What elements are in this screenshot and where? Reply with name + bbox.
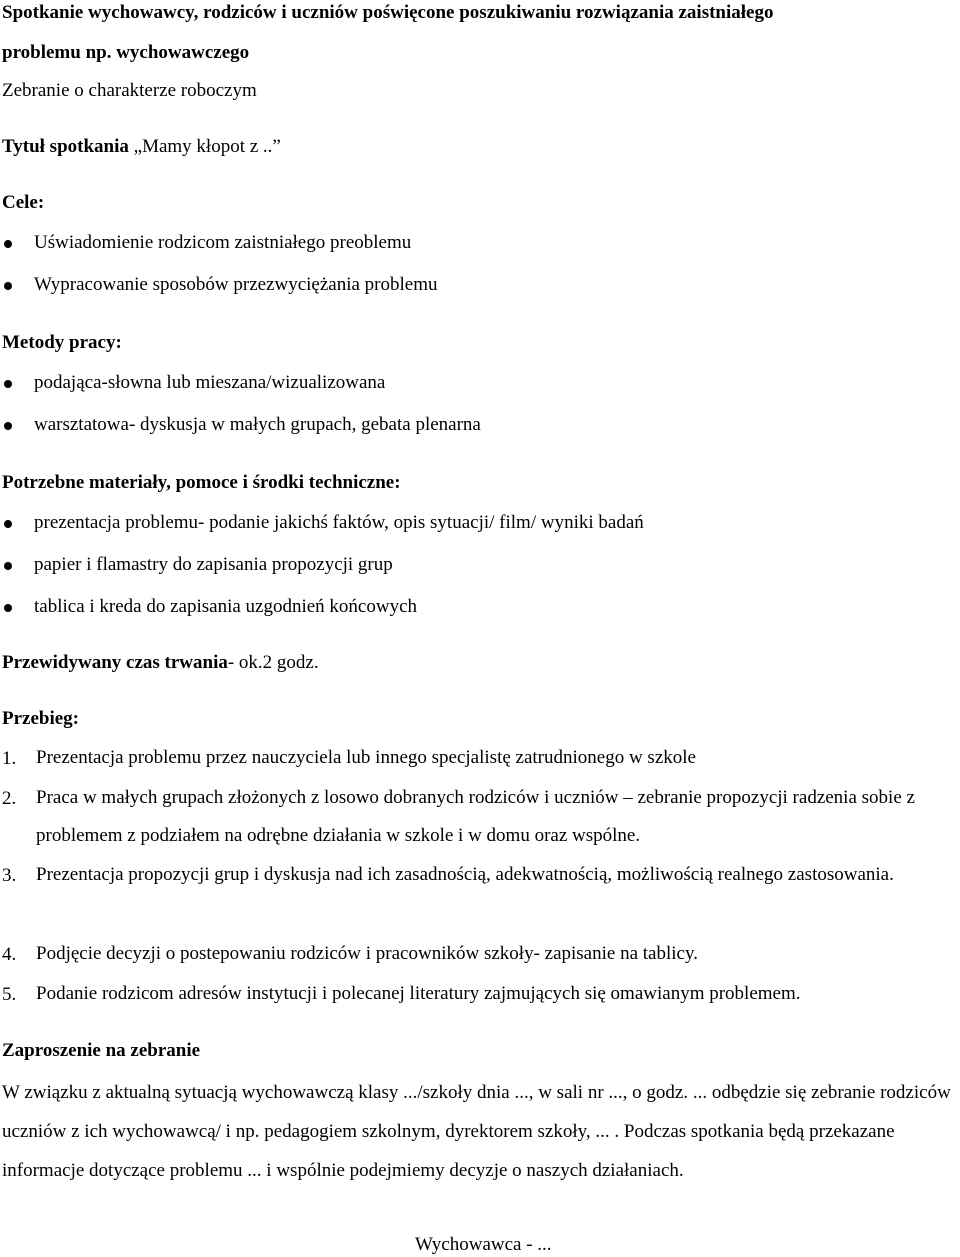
step-text: Prezentacja problemu przez nauczyciela lub innego specjalistę zatrudnionego w szkole	[36, 747, 696, 768]
list-item-text: Uświadomienie rodzicom zaistniałego preoblemu	[34, 232, 412, 253]
materials-heading: Potrzebne materiały, pomoce i środki techniczne:	[2, 472, 401, 493]
meeting-title-value: „Mamy kłopot z ..”	[128, 136, 281, 157]
course-heading: Przebieg:	[2, 708, 80, 729]
duration-value: - ok.2 godz.	[227, 652, 319, 673]
step-number: 4.	[2, 944, 17, 965]
invitation-heading: Zaproszenie na zebranie	[2, 1040, 201, 1061]
step-text: Praca w małych grupach złożonych z losowo dobranych rodziców i uczniów – zebranie propozycji radzenia sobie z problemem z podziałem na odrębne działania w szkole i w domu oraz wspólne.	[36, 787, 915, 846]
signature: Wychowawca - ...	[415, 1234, 552, 1255]
goals-heading: Cele:	[2, 192, 45, 213]
title-line-1: Spotkanie wychowawcy, rodziców i uczniów poświęcone poszukiwaniu rozwiązania zaistniałego	[2, 2, 774, 23]
list-item-text: tablica i kreda do zapisania uzgodnień końcowych	[34, 596, 418, 617]
bullet-icon	[4, 604, 12, 612]
list-item-text: prezentacja problemu- podanie jakichś faktów, opis sytuacji/ film/ wyniki badań	[34, 512, 644, 533]
step-number: 1.	[2, 748, 17, 769]
step-number: 3.	[2, 865, 17, 886]
bullet-icon	[4, 562, 12, 570]
meeting-title	[2, 136, 281, 159]
duration-label: Przewidywany czas trwania	[2, 652, 228, 673]
step-text: Podjęcie decyzji o postepowaniu rodziców i pracowników szkoły- zapisanie na tablicy.	[36, 943, 698, 964]
title-line-2: problemu np. wychowawczego	[2, 42, 250, 63]
step-number: 5.	[2, 984, 17, 1005]
methods-heading: Metody pracy:	[2, 332, 122, 353]
bullet-icon	[4, 520, 12, 528]
duration-line	[2, 652, 319, 675]
bullet-icon	[4, 282, 12, 290]
list-item-text: papier i flamastry do zapisania propozycji grup	[34, 554, 393, 575]
bullet-icon	[4, 380, 12, 388]
list-item-text: warsztatowa- dyskusja w małych grupach, gebata plenarna	[34, 414, 481, 435]
list-item-text: podająca-słowna lub mieszana/wizualizowana	[34, 372, 386, 393]
meeting-title-label: Tytuł spotkania	[2, 136, 129, 157]
bullet-icon	[4, 240, 12, 248]
subtitle: Zebranie o charakterze roboczym	[2, 80, 257, 101]
step-text: Prezentacja propozycji grup i dyskusja nad ich zasadnością, adekwatnością, możliwością realnego zastosowania.	[36, 864, 894, 885]
step-number: 2.	[2, 788, 17, 809]
bullet-icon	[4, 422, 12, 430]
invitation-body: W związku z aktualną sytuacją wychowawczą klasy .../szkoły dnia ..., w sali nr ..., o godz. ... odbędzie się zebranie rodziców uczniów z ich wychowawcą/ i np. pedagogiem szkolnym, dyrektorem szkoły, ... . Podczas spotkania będą przekazane informacje dotyczące problemu ... i wspólnie podejmiemy decyzje o naszych działaniach.	[2, 1082, 951, 1181]
list-item-text: Wypracowanie sposobów przezwyciężania problemu	[34, 274, 438, 295]
step-text: Podanie rodzicom adresów instytucji i polecanej literatury zajmujących się omawianym problemem.	[36, 983, 801, 1004]
